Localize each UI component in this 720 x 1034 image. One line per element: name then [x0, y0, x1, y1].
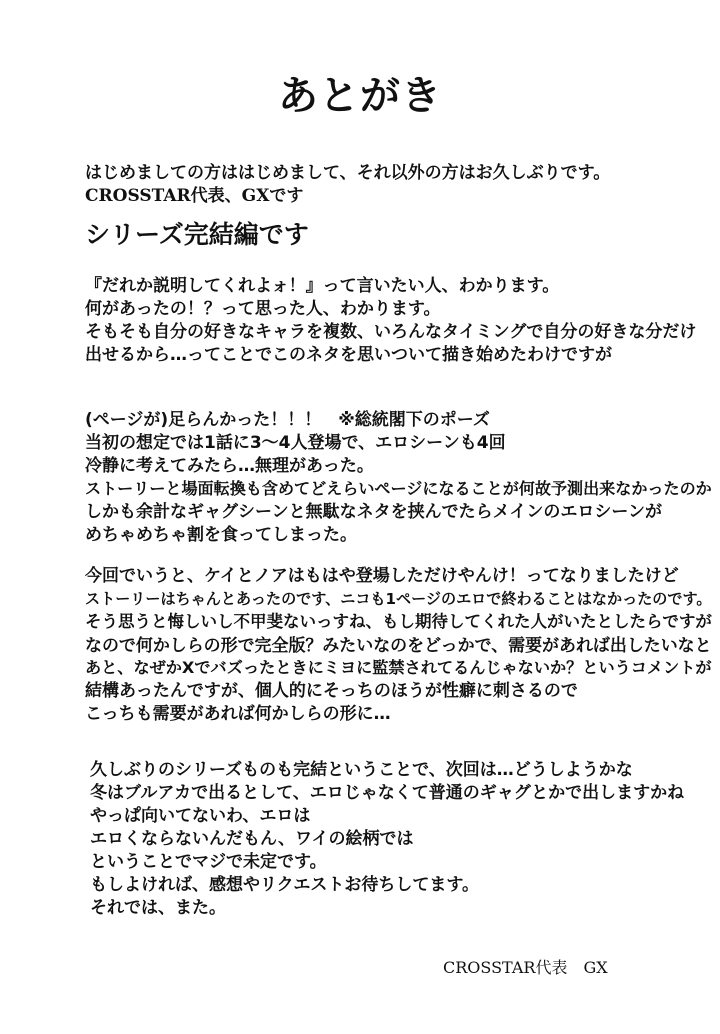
body-line: そもそも自分の好きなキャラを複数、いろんなタイミングで自分の好きな分だけ — [85, 322, 697, 342]
body-line: こっちも需要があれば何かしらの形に… — [85, 704, 391, 724]
body-line: なので何かしらの形で完全版？みたいなのをどっかで、需要があれば出したいなと — [85, 635, 712, 655]
body-line: めちゃめちゃ割を食ってしまった。 — [85, 525, 357, 545]
body-line: ストーリーはちゃんとあったのです、ニコも1ページのエロで終わることはなかったのです。 — [85, 590, 712, 608]
page-title: あとがき — [278, 73, 442, 119]
body-line: やっぱ向いてないわ、エロは — [90, 806, 311, 826]
body-line: もしよければ、感想やリクエストお待ちしてます。 — [90, 875, 479, 895]
section-heading: シリーズ完結編です — [85, 220, 309, 249]
body-line: エロくならないんだもん、ワイの絵柄では — [90, 829, 414, 849]
body-line: そう思うと悔しいし不甲斐ないっすね、もし期待してくれた人がいたとしたらですが — [85, 612, 712, 631]
body-line: 久しぶりのシリーズものも完結ということで、次回は…どうしようかな — [90, 760, 633, 780]
body-line: 『だれか説明してくれよォ！』って言いたい人、わかります。 — [85, 276, 560, 296]
intro-line: CROSSTAR代表、GXです — [85, 186, 304, 206]
body-line: 何があったの！？って思った人、わかります。 — [85, 299, 441, 319]
signature: CROSSTAR代表 GX — [443, 958, 608, 977]
body-line: 結構あったんですが、個人的にそっちのほうが性癖に刺さるので — [85, 681, 578, 701]
body-line: ということでマジで未定です。 — [90, 852, 327, 872]
body-line: 冷静に考えてみたら…無理があった。 — [85, 456, 374, 476]
body-line: あと、なぜかXでバズったときにミヨに監禁されてるんじゃないか？というコメントが — [85, 658, 712, 677]
body-line: (ページが)足らんかった！！！ ※総統閣下のポーズ — [85, 410, 490, 430]
body-line: 今回でいうと、ケイとノアはもはや登場しただけやんけ！ってなりましたけど — [85, 566, 679, 586]
intro-line: はじめましての方ははじめまして、それ以外の方はお久しぶりです。 — [85, 163, 611, 183]
body-line: 冬はブルアカで出るとして、エロじゃなくて普通のギャグとかで出しますかね — [90, 783, 685, 803]
body-line: 出せるから…ってことでこのネタを思いついて描き始めたわけですが — [85, 345, 612, 365]
body-line: ストーリーと場面転換も含めてどえらいページになることが何故予測出来なかったのか — [85, 479, 712, 498]
body-line: 当初の想定では1話に3～4人登場で、エロシーンも4回 — [85, 433, 506, 453]
body-line: しかも余計なギャグシーンと無駄なネタを挟んでたらメインのエロシーンが — [85, 502, 662, 522]
body-line: それでは、また。 — [90, 898, 226, 918]
